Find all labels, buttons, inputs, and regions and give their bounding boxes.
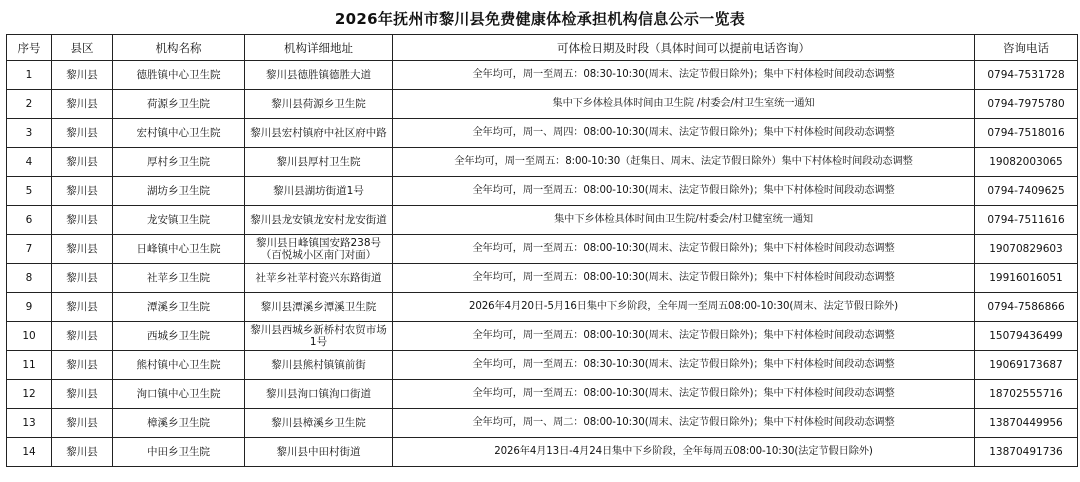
- table-row: [7, 409, 1078, 438]
- cell-period: 全年均可，周一至周五：08:00-10:30(周末、法定节假日除外)；集中下村体检时间段动态调整: [393, 177, 975, 206]
- cell-county: 黎川县: [52, 293, 113, 322]
- cell-phone: 19082003065: [975, 148, 1078, 177]
- cell-org: 西城乡卫生院: [113, 322, 245, 351]
- cell-period: 全年均可，周一至周五：08:00-10:30(周末、法定节假日除外)；集中下村体检时间段动态调整: [393, 264, 975, 293]
- cell-phone: 13870491736: [975, 438, 1078, 467]
- cell-phone: 15079436499: [975, 322, 1078, 351]
- cell-org: 熊村镇中心卫生院: [113, 351, 245, 380]
- table-row: [7, 322, 1078, 351]
- cell-period: 全年均可，周一、周二：08:00-10:30(周末、法定节假日除外)；集中下村体检时间段动态调整: [393, 409, 975, 438]
- cell-county: 黎川县: [52, 322, 113, 351]
- cell-county: 黎川县: [52, 119, 113, 148]
- cell-org: 日峰镇中心卫生院: [113, 235, 245, 264]
- cell-county: 黎川县: [52, 264, 113, 293]
- cell-county: 黎川县: [52, 438, 113, 467]
- cell-address: 黎川县湖坊街道1号: [245, 177, 393, 206]
- cell-county: 黎川县: [52, 409, 113, 438]
- document-title: 2026年抚州市黎川县免费健康体检承担机构信息公示一览表: [334, 10, 746, 28]
- cell-phone: 0794-7511616: [975, 206, 1078, 235]
- cell-county: 黎川县: [52, 177, 113, 206]
- cell-no: 2: [7, 90, 52, 119]
- cell-period: 全年均可，周一至周五：08:00-10:30(周末、法定节假日除外)；集中下村体检时间段动态调整: [393, 322, 975, 351]
- cell-period: 全年均可，周一至周五：08:30-10:30(周末、法定节假日除外)；集中下村体检时间段动态调整: [393, 61, 975, 90]
- cell-phone: 0794-7518016: [975, 119, 1078, 148]
- cell-address: 黎川县中田村街道: [245, 438, 393, 467]
- cell-no: 1: [7, 61, 52, 90]
- cell-org: 荷源乡卫生院: [113, 90, 245, 119]
- cell-no: 7: [7, 235, 52, 264]
- cell-no: 12: [7, 380, 52, 409]
- cell-period: 全年均可，周一至周五：08:00-10:30(周末、法定节假日除外)；集中下村体检时间段动态调整: [393, 235, 975, 264]
- cell-address: 黎川县潭溪乡潭溪卫生院: [245, 293, 393, 322]
- column-header-no: 序号: [7, 35, 52, 61]
- cell-phone: 0794-7975780: [975, 90, 1078, 119]
- cell-address: 黎川县日峰镇国安路238号（百悦城小区南门对面）: [245, 235, 393, 264]
- cell-county: 黎川县: [52, 351, 113, 380]
- column-header-org: 机构名称: [113, 35, 245, 61]
- cell-phone: 18702555716: [975, 380, 1078, 409]
- cell-no: 5: [7, 177, 52, 206]
- cell-address: 黎川县西城乡新桥村农贸市场1号: [245, 322, 393, 351]
- cell-period: 全年均可，周一至周五：8:00-10:30（赶集日、周末、法定节假日除外）集中下村体检时间段动态调整: [393, 148, 975, 177]
- table-row: [7, 61, 1078, 90]
- cell-county: 黎川县: [52, 235, 113, 264]
- cell-address: 黎川县熊村镇镇前街: [245, 351, 393, 380]
- column-header-phone: 咨询电话: [975, 35, 1078, 61]
- cell-county: 黎川县: [52, 61, 113, 90]
- cell-period: 2026年4月13日-4月24日集中下乡阶段，全年每周五08:00-10:30(法定节假日除外): [393, 438, 975, 467]
- cell-period: 2026年4月20日-5月16日集中下乡阶段，全年周一至周五08:00-10:30(周末、法定节假日除外): [393, 293, 975, 322]
- cell-org: 潭溪乡卫生院: [113, 293, 245, 322]
- column-header-county: 县区: [52, 35, 113, 61]
- cell-no: 8: [7, 264, 52, 293]
- cell-org: 樟溪乡卫生院: [113, 409, 245, 438]
- table-row: [7, 264, 1078, 293]
- cell-org: 宏村镇中心卫生院: [113, 119, 245, 148]
- cell-phone: 0794-7586866: [975, 293, 1078, 322]
- table-row: [7, 293, 1078, 322]
- table-row: [7, 438, 1078, 467]
- cell-county: 黎川县: [52, 148, 113, 177]
- cell-org: 厚村乡卫生院: [113, 148, 245, 177]
- cell-org: 德胜镇中心卫生院: [113, 61, 245, 90]
- cell-phone: 0794-7531728: [975, 61, 1078, 90]
- cell-period: 集中下乡体检具体时间由卫生院/村委会/村卫健室统一通知: [393, 206, 975, 235]
- cell-org: 中田乡卫生院: [113, 438, 245, 467]
- cell-address: 黎川县洵口镇洵口街道: [245, 380, 393, 409]
- cell-address: 黎川县宏村镇府中社区府中路: [245, 119, 393, 148]
- column-header-address: 机构详细地址: [245, 35, 393, 61]
- cell-address: 黎川县樟溪乡卫生院: [245, 409, 393, 438]
- cell-address: 黎川县荷源乡卫生院: [245, 90, 393, 119]
- cell-phone: 0794-7409625: [975, 177, 1078, 206]
- cell-org: 龙安镇卫生院: [113, 206, 245, 235]
- cell-county: 黎川县: [52, 380, 113, 409]
- table-row: [7, 351, 1078, 380]
- cell-no: 11: [7, 351, 52, 380]
- cell-county: 黎川县: [52, 206, 113, 235]
- cell-address: 黎川县龙安镇龙安村龙安街道: [245, 206, 393, 235]
- table-row: [7, 235, 1078, 264]
- cell-phone: 19070829603: [975, 235, 1078, 264]
- cell-period: 全年均可，周一、周四：08:00-10:30(周末、法定节假日除外)；集中下村体检时间段动态调整: [393, 119, 975, 148]
- cell-address: 社苹乡社苹村瓷兴东路街道: [245, 264, 393, 293]
- table-header-row: [7, 35, 1078, 61]
- table-body: [7, 61, 1078, 467]
- institution-table: [6, 34, 1078, 467]
- cell-address: 黎川县德胜镇德胜大道: [245, 61, 393, 90]
- table-row: [7, 380, 1078, 409]
- table-row: [7, 119, 1078, 148]
- table-row: [7, 206, 1078, 235]
- cell-org: 社苹乡卫生院: [113, 264, 245, 293]
- cell-org: 湖坊乡卫生院: [113, 177, 245, 206]
- cell-no: 4: [7, 148, 52, 177]
- cell-phone: 13870449956: [975, 409, 1078, 438]
- cell-phone: 19916016051: [975, 264, 1078, 293]
- cell-phone: 19069173687: [975, 351, 1078, 380]
- column-header-period: 可体检日期及时段（具体时间可以提前电话咨询）: [393, 35, 975, 61]
- cell-county: 黎川县: [52, 90, 113, 119]
- cell-no: 13: [7, 409, 52, 438]
- cell-no: 14: [7, 438, 52, 467]
- table-row: [7, 90, 1078, 119]
- table-row: [7, 177, 1078, 206]
- cell-period: 全年均可，周一至周五：08:00-10:30(周末、法定节假日除外)；集中下村体检时间段动态调整: [393, 380, 975, 409]
- cell-no: 6: [7, 206, 52, 235]
- cell-org: 洵口镇中心卫生院: [113, 380, 245, 409]
- cell-period: 全年均可，周一至周五：08:30-10:30(周末、法定节假日除外)；集中下村体检时间段动态调整: [393, 351, 975, 380]
- cell-no: 10: [7, 322, 52, 351]
- cell-address: 黎川县厚村卫生院: [245, 148, 393, 177]
- cell-period: 集中下乡体检具体时间由卫生院 /村委会/村卫生室统一通知: [393, 90, 975, 119]
- cell-no: 3: [7, 119, 52, 148]
- table-row: [7, 148, 1078, 177]
- cell-no: 9: [7, 293, 52, 322]
